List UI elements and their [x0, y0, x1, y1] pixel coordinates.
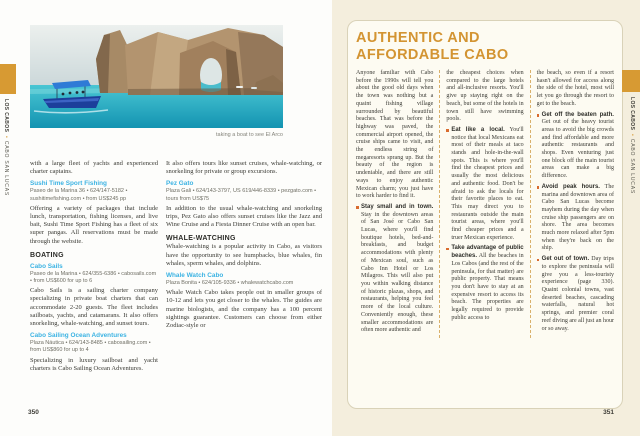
paragraph: the cheapest choices when compared to the large hotels and all-inclusive resorts. You'll give up staying right on the beach, but some of the hotels in town still have swimming pools.: [446, 70, 524, 123]
bullet-icon: [356, 206, 359, 209]
tip-lead: Avoid peak hours.: [541, 183, 600, 190]
feature-title: [356, 30, 614, 63]
listing-details: Plaza Náutica • 624/143-8485 • cabosailing.com • from US$860 for up to 4: [30, 340, 151, 354]
chapter-label: CABO SAN LUCAS: [3, 140, 9, 196]
paragraph: the beach, so even if a resort hasn't allowed for access along the side of the hotel, most will let you go through the resort to get to the beach.: [536, 70, 614, 107]
tip-text: All the beaches in Los Cabos (and the rest of the peninsula, for that matter) are public property. That means you don't have to stay at an expensive resort to access its beach. The properties are legally required to provide public access to: [451, 253, 524, 321]
feature-column-3: [530, 70, 614, 338]
feature-column-2: [439, 70, 523, 338]
paragraph: Cabo Sails is a sailing charter company specializing in private boat charters that can accommodate 2-20 guests. The fleet includes sailboats, yachts, and catamarans. It also offers snorkeling, whale-watching, and sunset tours.: [30, 287, 158, 328]
tip-lead: Take advantage of public beaches.: [451, 245, 524, 260]
bullet-icon: [537, 186, 540, 189]
paragraph: with a large fleet of yachts and experienced charter captains.: [30, 160, 158, 176]
tip-text: Get out of the heavy tourist areas to avoid the big crowds and find affordable and more authentic restaurants and shops. Even venturing just one block off the main tourist areas can make a big difference.: [541, 119, 614, 180]
feature-box: [347, 20, 623, 409]
left-page-columns: [30, 160, 322, 408]
listing-heading-cabo-sailing: Cabo Sailing Ocean Adventures: [30, 332, 127, 340]
chapter-tab-left: [0, 64, 16, 94]
chapter-label: CABO SAN LUCAS: [629, 138, 635, 194]
tip-item: [537, 112, 614, 181]
tip-text: You'll notice that local Mexicans eat most of their meals at taco stands and hole-in-the-wall spots. This is where you'll find the cheapest prices and usually the most delicious and authentic food. Don't be afraid to ask the locals for their favorite places to eat. This may direct you to restaurants outside the main tourist areas, where you'll find cheaper prices and a truer Mexican experience.: [451, 126, 524, 241]
separator-dot-icon: •: [3, 135, 9, 138]
distant-boat-2: [251, 87, 257, 89]
page-number-left: 350: [28, 409, 39, 416]
section-heading-boating: BOATING: [30, 251, 64, 259]
paragraph: Offering a variety of packages that include lunch, transportation, fishing licenses, and live bait, Sushi Time Sport Fishing has a fleet of six super pangas. All reservations must be made through the website.: [30, 204, 158, 245]
listing-details: Plaza Bonita • 624/105-9336 • whalewatchcabo.com: [166, 280, 294, 287]
paragraph: It also offers tours like sunset cruises, whale-watching, or snorkeling for private or group excursions.: [166, 160, 322, 176]
paragraph: Anyone familiar with Cabo before the 1990s will tell you about the good old days when the town was nothing but a quaint fishing village surrounded by beautiful beaches. That was before the highway was paved, the commercial airport opened, the cruise ships came to visit, and the endless string of megaresorts sprang up. But the beauty of the region is undeniable, and there are still ways to enjoy authentic Mexican charm; you just have to work harder to find it.: [356, 70, 434, 200]
separator-dot-icon: •: [629, 133, 635, 136]
listing-details: Plaza Gali • 624/143-3797, US 619/446-8339 • pezgato.com • tours from US$75: [166, 188, 317, 202]
tip-text: Day trips to explore the peninsula will give you a less-touristy experience (page 330). Quaint colonial towns, vast deserted beaches, cascading waterfalls, natural hot springs, and premier coral reef diving are all just an hour or so away.: [541, 256, 614, 332]
chapter-tab-right: [622, 70, 640, 92]
bullet-icon: [537, 114, 540, 117]
left-column-2: [166, 160, 322, 408]
passenger-2: [69, 92, 72, 95]
tip-item: [356, 204, 433, 335]
paragraph: Specializing in luxury sailboat and yacht charters is Cabo Sailing Ocean Adventures.: [30, 356, 158, 372]
feature-title-line2: AFFORDABLE CABO: [356, 46, 509, 63]
paragraph: Whale Watch Cabo takes people out in smaller groups of 10-12 and lets you get closer to the whales. The guides are marine biologists, and the company has a 100 percent sightings guarantee. Customers can choose from either Zodiac-style or: [166, 289, 322, 330]
listing-heading-sushi-time: Sushi Time Sport Fishing: [30, 180, 107, 188]
feature-title-line1: AUTHENTIC AND: [356, 30, 480, 46]
feature-columns: [356, 70, 614, 338]
passenger-1: [62, 93, 65, 96]
tip-text: Stay in the downtown areas of San José or Cabo San Lucas, where you'll find boutique hotels, bed-and-breakfasts, and budget accommodations with plenty of Mexican soul, such as Cabo Inn Hotel or Los Milagros. This will also put you within walking distance of historic plazas, shops, and restaurants, helping you feel more of the local culture. Conveniently enough, these smaller accommodations are often more authentic and: [361, 211, 434, 334]
bullet-icon: [537, 259, 540, 262]
page-number-right: 351: [603, 409, 614, 416]
paragraph: Whale-watching is a popular activity in Cabo, as visitors have the opportunity to see humpbacks, blue whales, fin whales, sperm whales, and dolphins.: [166, 243, 322, 267]
photo-caption: taking a boat to see El Arco: [216, 132, 283, 138]
distant-boat-1: [236, 86, 243, 88]
tip-text: The marina and downtown area of Cabo San Lucas become mayhem during the day when cruise ship passengers are on shore. The area becomes much more relaxed after 5pm when they're back on the ship.: [541, 183, 614, 252]
chapter-sidebar-label-left: [3, 99, 9, 196]
paragraph: In addition to the usual whale-watching and snorkeling trips, Pez Gato also offers sunset cruises like the Jazz and Wine Cruise and a Fiesta Dinner Cruise with an open bar.: [166, 204, 322, 229]
passenger-4: [82, 91, 85, 94]
tip-item: [537, 256, 614, 333]
chapter-sidebar-label-right: [629, 97, 635, 194]
el-arco-photo: [30, 25, 283, 128]
tip-lead: Get out of town.: [541, 256, 590, 263]
tip-item: [446, 245, 523, 322]
listing-heading-whale-watch-cabo: Whale Watch Cabo: [166, 272, 224, 280]
page-right: [332, 0, 640, 436]
tip-item: [537, 184, 614, 253]
bullet-icon: [446, 248, 449, 251]
tip-lead: Eat like a local.: [451, 126, 505, 133]
bullet-icon: [446, 129, 449, 132]
listing-details: Paseo de la Marina 36 • 624/147-5182 • sushitimefishing.com • from US$245 pp: [30, 188, 128, 202]
passenger-3: [76, 91, 79, 94]
listing-heading-cabo-sails: Cabo Sails: [30, 262, 63, 270]
section-heading-whale-watching: WHALE-WATCHING: [166, 235, 236, 243]
listing-heading-pez-gato: Pez Gato: [166, 180, 194, 188]
tip-lead: Get off the beaten path.: [541, 111, 614, 118]
region-label: LOS CABOS: [629, 97, 635, 131]
left-column-1: [30, 160, 158, 408]
tip-lead: Stay small and in town.: [361, 203, 434, 210]
region-label: LOS CABOS: [3, 99, 9, 133]
feature-column-1: [356, 70, 433, 338]
tip-item: [446, 127, 523, 243]
listing-details: Paseo de la Marina • 624/355-6386 • cabosails.com • from US$600 for up to 6: [30, 270, 157, 285]
